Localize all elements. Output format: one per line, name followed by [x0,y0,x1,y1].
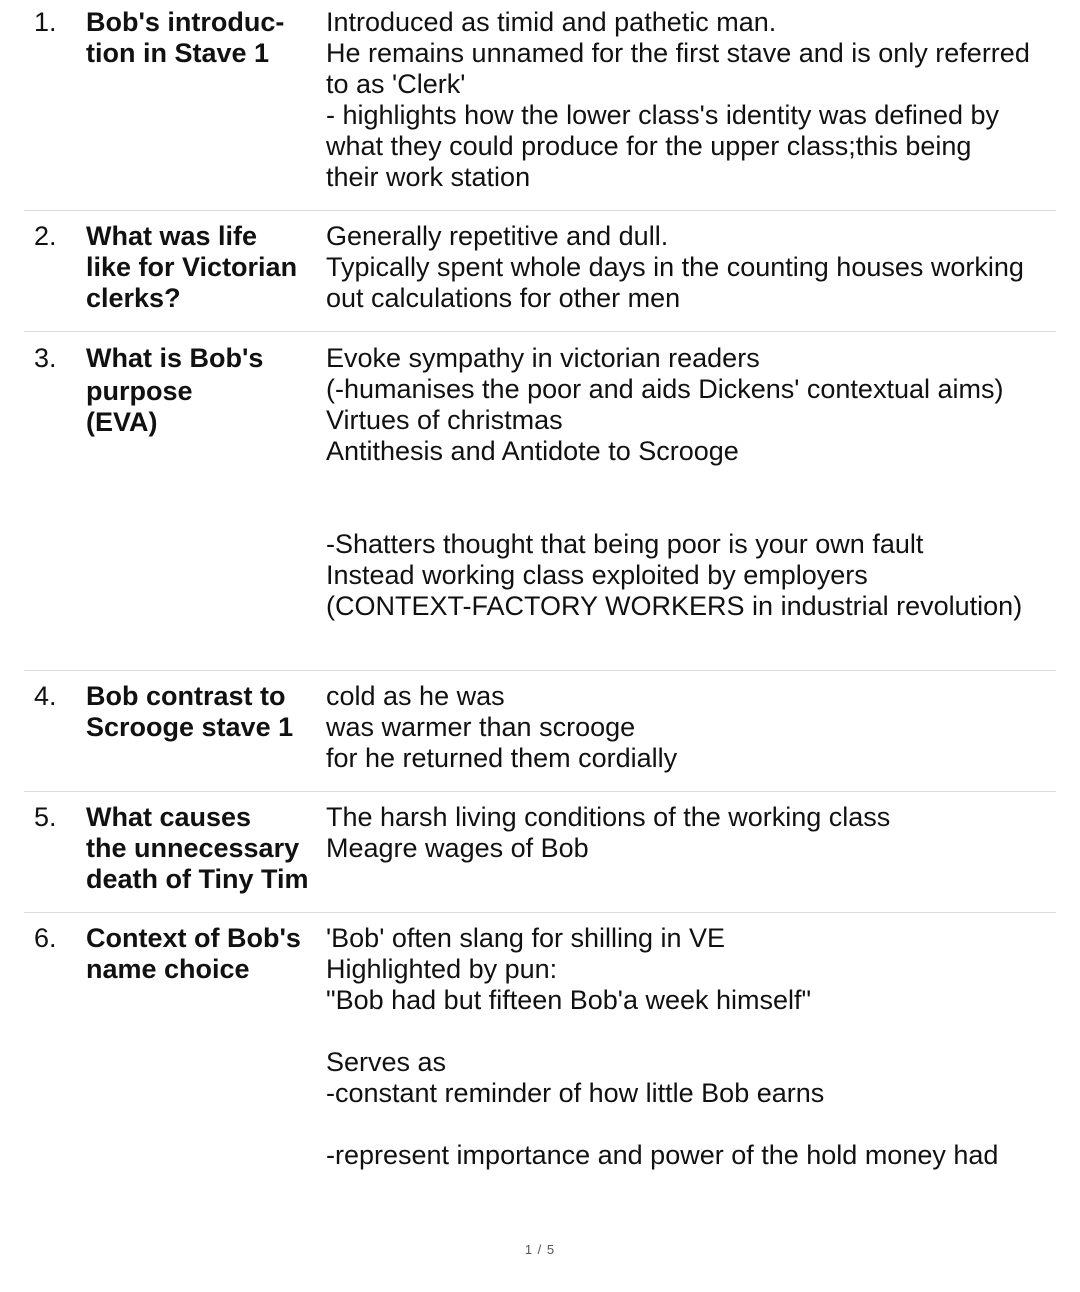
answer-spacer [326,498,1066,529]
question-line: (EVA) [86,407,158,437]
answer-line: - highlights how the lower class's identity was defined by [326,100,999,130]
answer-line: was warmer than scrooge [326,712,636,742]
question-line: clerks? [86,283,181,313]
answer-cell [326,802,1066,864]
question-line: like for Victorian [86,252,298,282]
answer-line: (-humanises the poor and aids Dickens' contextual aims) [326,374,1004,404]
answer-spacer [326,467,1066,498]
question-line: What causes [86,802,252,832]
question-line: Scrooge stave 1 [86,712,294,742]
answer-line: Generally repetitive and dull. [326,221,669,251]
answer-spacer [326,1109,1066,1140]
answer-line: Introduced as timid and pathetic man. [326,7,777,37]
question-cell [86,343,316,438]
question-line: What was life [86,221,258,251]
answer-spacer [326,1016,1066,1047]
row-divider [24,912,1056,913]
question-line: name choice [86,954,250,984]
row-number: 1. [34,7,57,37]
page-indicator: 1 / 5 [524,1242,556,1257]
answer-line: 'Bob' often slang for shilling in VE [326,923,726,953]
answer-line: Evoke sympathy in victorian readers [326,343,760,373]
row-divider [24,670,1056,671]
row-divider [24,791,1056,792]
question-line: Context of Bob's [86,923,301,953]
row-number: 4. [34,681,57,711]
answer-line: cold as he was [326,681,505,711]
question-cell [86,923,316,985]
question-line: What is Bob's [86,343,264,373]
answer-line: out calculations for other men [326,283,681,313]
answer-line: (CONTEXT-FACTORY WORKERS in industrial revolution) [326,591,1023,621]
answer-line: -Shatters thought that being poor is your own fault [326,529,924,559]
answer-line: "Bob had but fifteen Bob'a week himself" [326,985,812,1015]
answer-line: to as 'Clerk' [326,69,466,99]
question-line: death of Tiny Tim [86,864,309,894]
row-number: 3. [34,343,57,373]
question-line: Bob contrast to [86,681,286,711]
row-number: 5. [34,802,57,832]
answer-line: for he returned them cordially [326,743,678,773]
answer-line: -represent importance and power of the hold money had [326,1140,999,1170]
answer-line: Meagre wages of Bob [326,833,589,863]
question-line: Bob's introduc- [86,7,285,37]
answer-line: The harsh living conditions of the working class [326,802,891,832]
answer-line: Serves as [326,1047,447,1077]
answer-cell [326,221,1066,314]
row-divider [24,331,1056,332]
question-cell [86,221,316,314]
answer-line: Antithesis and Antidote to Scrooge [326,436,739,466]
row-divider [24,210,1056,211]
answer-line: Typically spent whole days in the counting houses working [326,252,1024,282]
answer-line: Instead working class exploited by employers [326,560,868,590]
answer-line: -constant reminder of how little Bob earns [326,1078,825,1108]
answer-line: Highlighted by pun: [326,954,558,984]
answer-cell [326,923,1066,1171]
answer-cell [326,7,1066,193]
question-line: purpose [86,376,193,406]
question-cell [86,681,316,743]
answer-line: their work station [326,162,531,192]
question-line: tion in Stave 1 [86,38,270,68]
answer-cell [326,681,1066,774]
answer-cell [326,343,1066,622]
question-line: the unnecessary [86,833,300,863]
question-cell [86,7,316,69]
question-cell [86,802,316,895]
answer-line: Virtues of christmas [326,405,563,435]
row-number: 6. [34,923,57,953]
answer-line: what they could produce for the upper class;this being [326,131,972,161]
answer-line: He remains unnamed for the first stave and is only referred [326,38,1030,68]
row-number: 2. [34,221,57,251]
